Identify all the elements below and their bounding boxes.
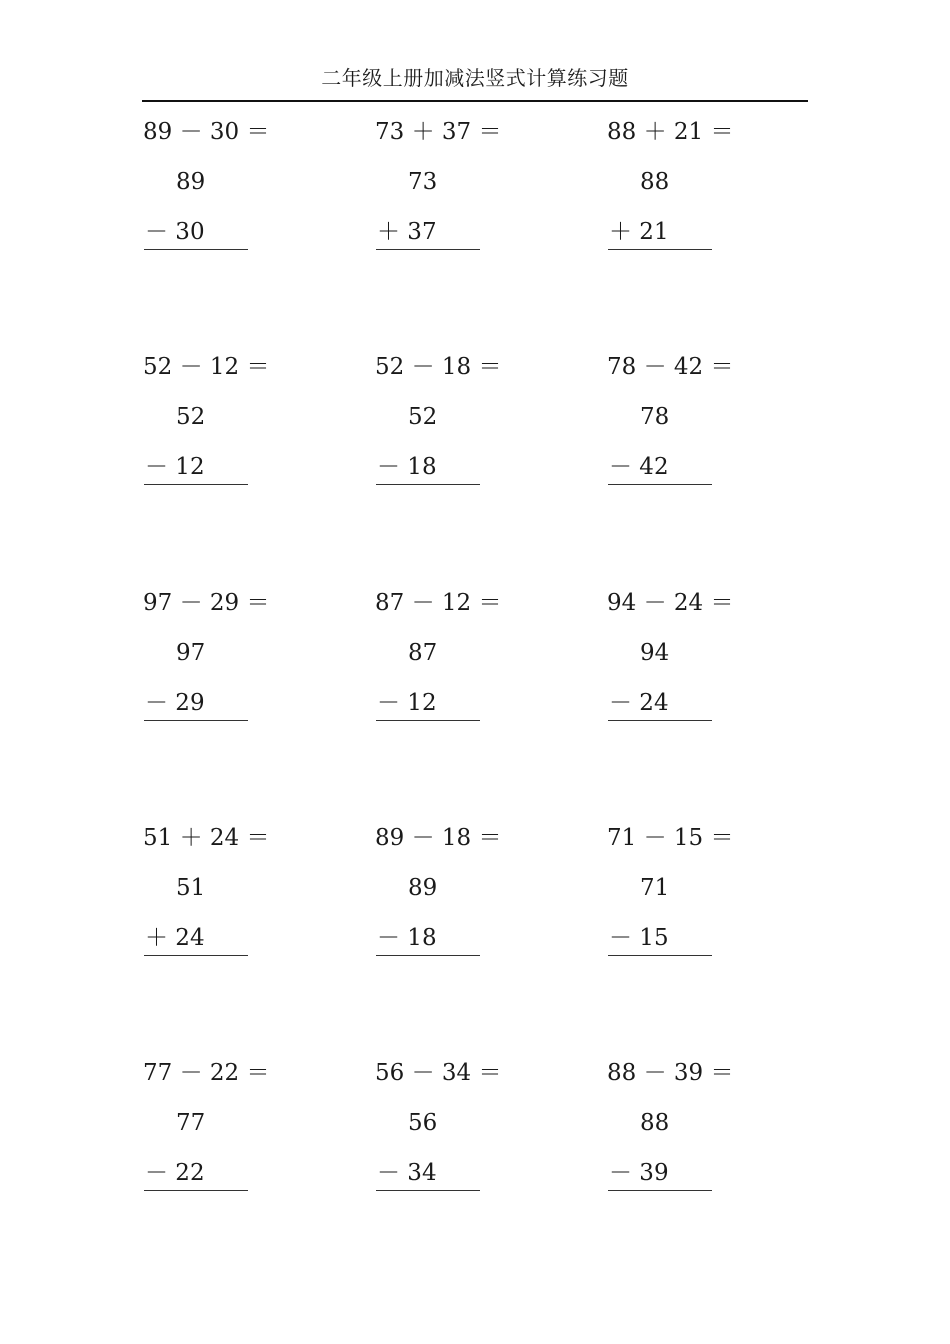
answer-rule bbox=[376, 955, 480, 956]
top-operand: 87 bbox=[408, 640, 438, 666]
top-operand: 73 bbox=[408, 169, 438, 195]
problem bbox=[142, 1058, 342, 1198]
page-header bbox=[142, 62, 808, 102]
answer-rule bbox=[608, 955, 712, 956]
equation: 97 － 29 ＝ bbox=[143, 590, 270, 616]
equation: 87 － 12 ＝ bbox=[375, 590, 502, 616]
equation: 89 － 18 ＝ bbox=[375, 825, 502, 851]
equation: 78 － 42 ＝ bbox=[607, 354, 734, 380]
top-operand: 52 bbox=[176, 404, 206, 430]
operator-and-operand: － 18 bbox=[377, 925, 437, 951]
equation: 88 ＋ 21 ＝ bbox=[607, 119, 734, 145]
top-operand: 71 bbox=[640, 875, 670, 901]
top-operand: 77 bbox=[176, 1110, 206, 1136]
equation: 88 － 39 ＝ bbox=[607, 1060, 734, 1086]
operator-and-operand: － 39 bbox=[609, 1160, 669, 1186]
answer-rule bbox=[144, 249, 248, 250]
answer-rule bbox=[376, 484, 480, 485]
problem bbox=[142, 823, 342, 963]
answer-rule bbox=[608, 1190, 712, 1191]
problem bbox=[606, 1058, 806, 1198]
operator-and-operand: － 18 bbox=[377, 454, 437, 480]
problem bbox=[606, 352, 806, 492]
answer-rule bbox=[608, 249, 712, 250]
operator-and-operand: － 12 bbox=[377, 690, 437, 716]
problem bbox=[142, 588, 342, 728]
operator-and-operand: ＋ 21 bbox=[609, 219, 669, 245]
problem bbox=[374, 1058, 574, 1198]
top-operand: 51 bbox=[176, 875, 206, 901]
answer-rule bbox=[608, 484, 712, 485]
top-operand: 56 bbox=[408, 1110, 438, 1136]
equation: 73 ＋ 37 ＝ bbox=[375, 119, 502, 145]
equation: 89 － 30 ＝ bbox=[143, 119, 270, 145]
top-operand: 52 bbox=[408, 404, 438, 430]
answer-rule bbox=[376, 1190, 480, 1191]
equation: 51 ＋ 24 ＝ bbox=[143, 825, 270, 851]
operator-and-operand: － 34 bbox=[377, 1160, 437, 1186]
equation: 56 － 34 ＝ bbox=[375, 1060, 502, 1086]
top-operand: 94 bbox=[640, 640, 670, 666]
page-title: 二年级上册加减法竖式计算练习题 bbox=[321, 66, 629, 90]
top-operand: 89 bbox=[408, 875, 438, 901]
operator-and-operand: － 24 bbox=[609, 690, 669, 716]
answer-rule bbox=[144, 955, 248, 956]
operator-and-operand: － 12 bbox=[145, 454, 205, 480]
operator-and-operand: － 42 bbox=[609, 454, 669, 480]
answer-rule bbox=[144, 484, 248, 485]
problem bbox=[374, 588, 574, 728]
answer-rule bbox=[144, 720, 248, 721]
operator-and-operand: － 29 bbox=[145, 690, 205, 716]
problem bbox=[374, 823, 574, 963]
answer-rule bbox=[376, 249, 480, 250]
equation: 52 － 18 ＝ bbox=[375, 354, 502, 380]
answer-rule bbox=[608, 720, 712, 721]
problem bbox=[374, 117, 574, 257]
top-operand: 97 bbox=[176, 640, 206, 666]
problem bbox=[142, 117, 342, 257]
operator-and-operand: － 15 bbox=[609, 925, 669, 951]
answer-rule bbox=[376, 720, 480, 721]
operator-and-operand: ＋ 37 bbox=[377, 219, 437, 245]
top-operand: 89 bbox=[176, 169, 206, 195]
operator-and-operand: － 22 bbox=[145, 1160, 205, 1186]
equation: 94 － 24 ＝ bbox=[607, 590, 734, 616]
problem bbox=[606, 117, 806, 257]
equation: 77 － 22 ＝ bbox=[143, 1060, 270, 1086]
problem bbox=[142, 352, 342, 492]
problem bbox=[374, 352, 574, 492]
problem bbox=[606, 823, 806, 963]
top-operand: 88 bbox=[640, 169, 670, 195]
answer-rule bbox=[144, 1190, 248, 1191]
top-operand: 88 bbox=[640, 1110, 670, 1136]
top-operand: 78 bbox=[640, 404, 670, 430]
equation: 52 － 12 ＝ bbox=[143, 354, 270, 380]
equation: 71 － 15 ＝ bbox=[607, 825, 734, 851]
operator-and-operand: － 30 bbox=[145, 219, 205, 245]
operator-and-operand: ＋ 24 bbox=[145, 925, 205, 951]
problem bbox=[606, 588, 806, 728]
